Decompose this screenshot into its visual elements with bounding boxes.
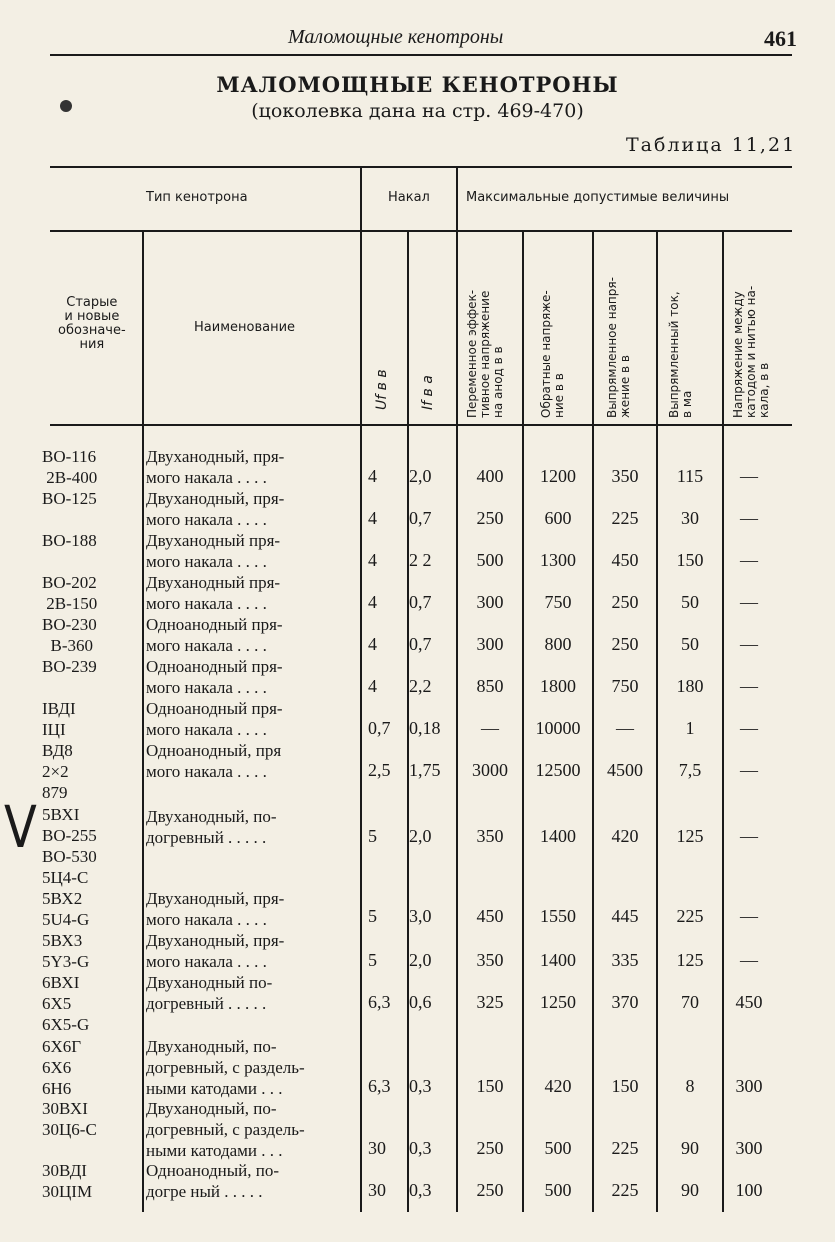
row-codes: 5ВХ2 5U4-G <box>42 889 90 929</box>
row-codes: ВО-239 <box>42 657 97 676</box>
cell-if: 0,6 <box>409 992 432 1012</box>
table-label: Таблица 11,21 <box>626 134 797 156</box>
row-codes: 5ВХ3 5Y3-G <box>42 931 90 971</box>
cell-v5: 300 <box>735 1138 763 1158</box>
cell-uf: 4 <box>368 592 377 612</box>
cell-v1: 250 <box>476 508 504 528</box>
row-codes: 30ВХI 30Ц6-С <box>42 1099 97 1139</box>
row-codes: 30ВДI 30ЦIМ <box>42 1161 93 1201</box>
cell-v4: 7,5 <box>678 760 702 780</box>
cell-v3: 225 <box>611 508 639 528</box>
cell-v2: 10000 <box>535 718 581 738</box>
row-name: Двуханодный, пря- мого накала . . . . <box>146 447 285 487</box>
cell-uf: 6,3 <box>368 992 391 1012</box>
cell-v5: — <box>740 826 758 846</box>
cell-v1: 300 <box>476 592 504 612</box>
cell-v2: 1200 <box>540 466 576 486</box>
cell-v4: 225 <box>676 906 704 926</box>
row-codes: ВО-116 2В-400 ВО-125 <box>42 447 98 508</box>
cell-v3: 150 <box>611 1076 639 1096</box>
cell-uf: 30 <box>368 1138 386 1158</box>
row-name: Двуханодный, по- догревный, с раздель- ными катодами . . . <box>146 1099 305 1160</box>
col3-header: Выпрямленное напря- жение в в <box>605 277 632 418</box>
page-number: 461 <box>764 26 797 51</box>
cell-v3: 750 <box>611 676 639 696</box>
codes-header: Старые и новые обозначе- ния <box>58 295 126 352</box>
page-subtitle: (цоколевка дана на стр. 469-470) <box>251 100 584 122</box>
cell-v4: 1 <box>685 718 695 738</box>
col5-header: Напряжение между катодом и нитью на- кала, в в <box>731 285 771 418</box>
cell-v5: — <box>740 466 758 486</box>
cell-uf: 0,7 <box>368 718 391 738</box>
cell-uf: 5 <box>368 826 377 846</box>
cell-v1: 150 <box>476 1076 504 1096</box>
cell-v1: 325 <box>476 992 504 1012</box>
group-rule <box>50 230 792 232</box>
row-codes: 6Х6Г 6Х6 6Н6 <box>42 1037 82 1098</box>
cell-v3: — <box>616 718 634 738</box>
cell-if: 0,7 <box>409 592 432 612</box>
cell-v1: 250 <box>476 1138 504 1158</box>
cell-v3: 225 <box>611 1180 639 1200</box>
cell-if: 2 2 <box>409 550 432 570</box>
cell-v3: 250 <box>611 592 639 612</box>
cell-v4: 180 <box>676 676 704 696</box>
cell-if: 0,7 <box>409 634 432 654</box>
cell-v5: — <box>740 906 758 926</box>
cell-v2: 420 <box>544 1076 572 1096</box>
cell-v3: 350 <box>611 466 639 486</box>
cell-v3: 370 <box>611 992 639 1012</box>
row-codes: IВДI IЦI <box>42 699 76 739</box>
cell-v1: 3000 <box>472 760 508 780</box>
cell-v5: — <box>740 676 758 696</box>
cell-uf: 5 <box>368 950 377 970</box>
cell-v3: 250 <box>611 634 639 654</box>
cell-v2: 1400 <box>540 950 576 970</box>
row-name: Одноанодный, пря мого накала . . . . <box>146 741 282 781</box>
margin-checkmark: V <box>4 794 37 862</box>
cell-v2: 600 <box>544 508 572 528</box>
cell-v5: — <box>740 550 758 570</box>
cell-v2: 1300 <box>540 550 576 570</box>
cell-uf: 2,5 <box>368 760 391 780</box>
cell-v2: 500 <box>544 1138 572 1158</box>
cell-v5: — <box>740 634 758 654</box>
if-header: If в а <box>420 375 436 410</box>
uf-header: Uf в в <box>374 369 390 410</box>
cell-uf: 4 <box>368 550 377 570</box>
row-codes: ВО-202 2В-150 <box>42 573 98 613</box>
row-codes: ВО-230 В-360 <box>42 615 97 655</box>
row-codes: ВО-188 <box>42 531 97 550</box>
cell-v4: 115 <box>676 466 704 486</box>
cell-v4: 8 <box>685 1076 695 1096</box>
row-name: Двуханодный, пря- мого накала . . . . <box>146 931 285 971</box>
cell-v4: 90 <box>681 1180 699 1200</box>
cell-uf: 4 <box>368 634 377 654</box>
cell-uf: 6,3 <box>368 1076 391 1096</box>
cell-v2: 1400 <box>540 826 576 846</box>
group-type-header: Тип кенотрона <box>146 190 248 205</box>
cell-if: 2,2 <box>409 676 432 696</box>
cell-v5: — <box>740 950 758 970</box>
vrule-codes <box>142 232 144 1212</box>
cell-uf: 30 <box>368 1180 386 1200</box>
cell-v3: 335 <box>611 950 639 970</box>
cell-uf: 4 <box>368 676 377 696</box>
row-name: Двуханодный, по- догревный . . . . . <box>146 807 277 847</box>
col1-header: Переменное эффек- тивное напряжение на анод в в <box>465 289 505 418</box>
cell-v2: 800 <box>544 634 572 654</box>
cell-if: 0,7 <box>409 508 432 528</box>
cell-v1: 350 <box>476 950 504 970</box>
cell-v4: 90 <box>681 1138 699 1158</box>
row-name: Двуханодный пря- мого накала . . . . <box>146 573 281 613</box>
running-header: Маломощные кенотроны <box>288 26 504 48</box>
col4-header: Выпрямленный ток, в ма <box>667 291 694 418</box>
cell-if: 2,0 <box>409 826 432 846</box>
header-bottom-rule <box>50 424 792 426</box>
cell-v4: 125 <box>676 950 704 970</box>
row-name: Одноанодный, по- догре ный . . . . . <box>146 1161 279 1201</box>
row-codes: ВД8 2×2 879 <box>42 741 73 802</box>
cell-if: 3,0 <box>409 906 432 926</box>
cell-if: 0,18 <box>409 718 441 738</box>
row-name: Одноанодный пря- мого накала . . . . <box>146 699 283 739</box>
vrule-name <box>360 166 362 1212</box>
header-rule <box>50 54 792 56</box>
row-name: Двуханодный по- догревный . . . . . <box>146 973 273 1013</box>
name-header: Наименование <box>194 320 296 335</box>
cell-v1: 250 <box>476 1180 504 1200</box>
cell-v4: 50 <box>681 592 699 612</box>
row-name: Двуханодный, пря- мого накала . . . . <box>146 889 285 929</box>
cell-v3: 225 <box>611 1138 639 1158</box>
cell-v1: 450 <box>476 906 504 926</box>
cell-if: 0,3 <box>409 1180 432 1200</box>
cell-v2: 500 <box>544 1180 572 1200</box>
row-name: Двуханодный пря- мого накала . . . . <box>146 531 281 571</box>
cell-v2: 750 <box>544 592 572 612</box>
cell-v3: 450 <box>611 550 639 570</box>
cell-v2: 1550 <box>540 906 576 926</box>
row-codes: 6ВХI 6Х5 6Х5-G <box>42 973 90 1034</box>
cell-v5: 450 <box>735 992 763 1012</box>
cell-v3: 4500 <box>607 760 643 780</box>
page-title: МАЛОМОЩНЫЕ КЕНОТРОНЫ <box>216 72 619 97</box>
col2-header: Обратные напряже- ние в в <box>539 290 566 418</box>
cell-v5: — <box>740 718 758 738</box>
cell-if: 2,0 <box>409 466 432 486</box>
cell-v4: 30 <box>681 508 699 528</box>
row-name: Двуханодный, пря- мого накала . . . . <box>146 489 285 529</box>
cell-if: 0,3 <box>409 1076 432 1096</box>
cell-v1: — <box>481 718 499 738</box>
cell-if: 0,3 <box>409 1138 432 1158</box>
cell-if: 1,75 <box>409 760 441 780</box>
cell-v5: — <box>740 760 758 780</box>
cell-uf: 5 <box>368 906 377 926</box>
group-max-header: Максимальные допустимые величины <box>466 190 730 205</box>
cell-v1: 400 <box>476 466 504 486</box>
cell-v5: — <box>740 592 758 612</box>
cell-v5: 300 <box>735 1076 763 1096</box>
cell-v2: 1250 <box>540 992 576 1012</box>
cell-v5: 100 <box>735 1180 763 1200</box>
cell-v3: 420 <box>611 826 639 846</box>
table-top-rule <box>50 166 792 168</box>
cell-v4: 70 <box>681 992 699 1012</box>
row-name: Одноанодный пря- мого накала . . . . <box>146 615 283 655</box>
cell-uf: 4 <box>368 508 377 528</box>
cell-v5: — <box>740 508 758 528</box>
cell-v1: 300 <box>476 634 504 654</box>
cell-v2: 1800 <box>540 676 576 696</box>
cell-uf: 4 <box>368 466 377 486</box>
row-name: Одноанодный пря- мого накала . . . . <box>146 657 283 697</box>
cell-v1: 350 <box>476 826 504 846</box>
row-name: Двуханодный, по- догревный, с раздель- ными катодами . . . <box>146 1037 305 1098</box>
cell-v4: 150 <box>676 550 704 570</box>
cell-if: 2,0 <box>409 950 432 970</box>
group-heat-header: Накал <box>388 190 430 205</box>
cell-v3: 445 <box>611 906 639 926</box>
row-codes: 5ВХI ВО-255 ВО-530 5Ц4-С <box>42 805 97 887</box>
cell-v1: 850 <box>476 676 504 696</box>
cell-v1: 500 <box>476 550 504 570</box>
cell-v4: 125 <box>676 826 704 846</box>
cell-v4: 50 <box>681 634 699 654</box>
cell-v2: 12500 <box>535 760 581 780</box>
